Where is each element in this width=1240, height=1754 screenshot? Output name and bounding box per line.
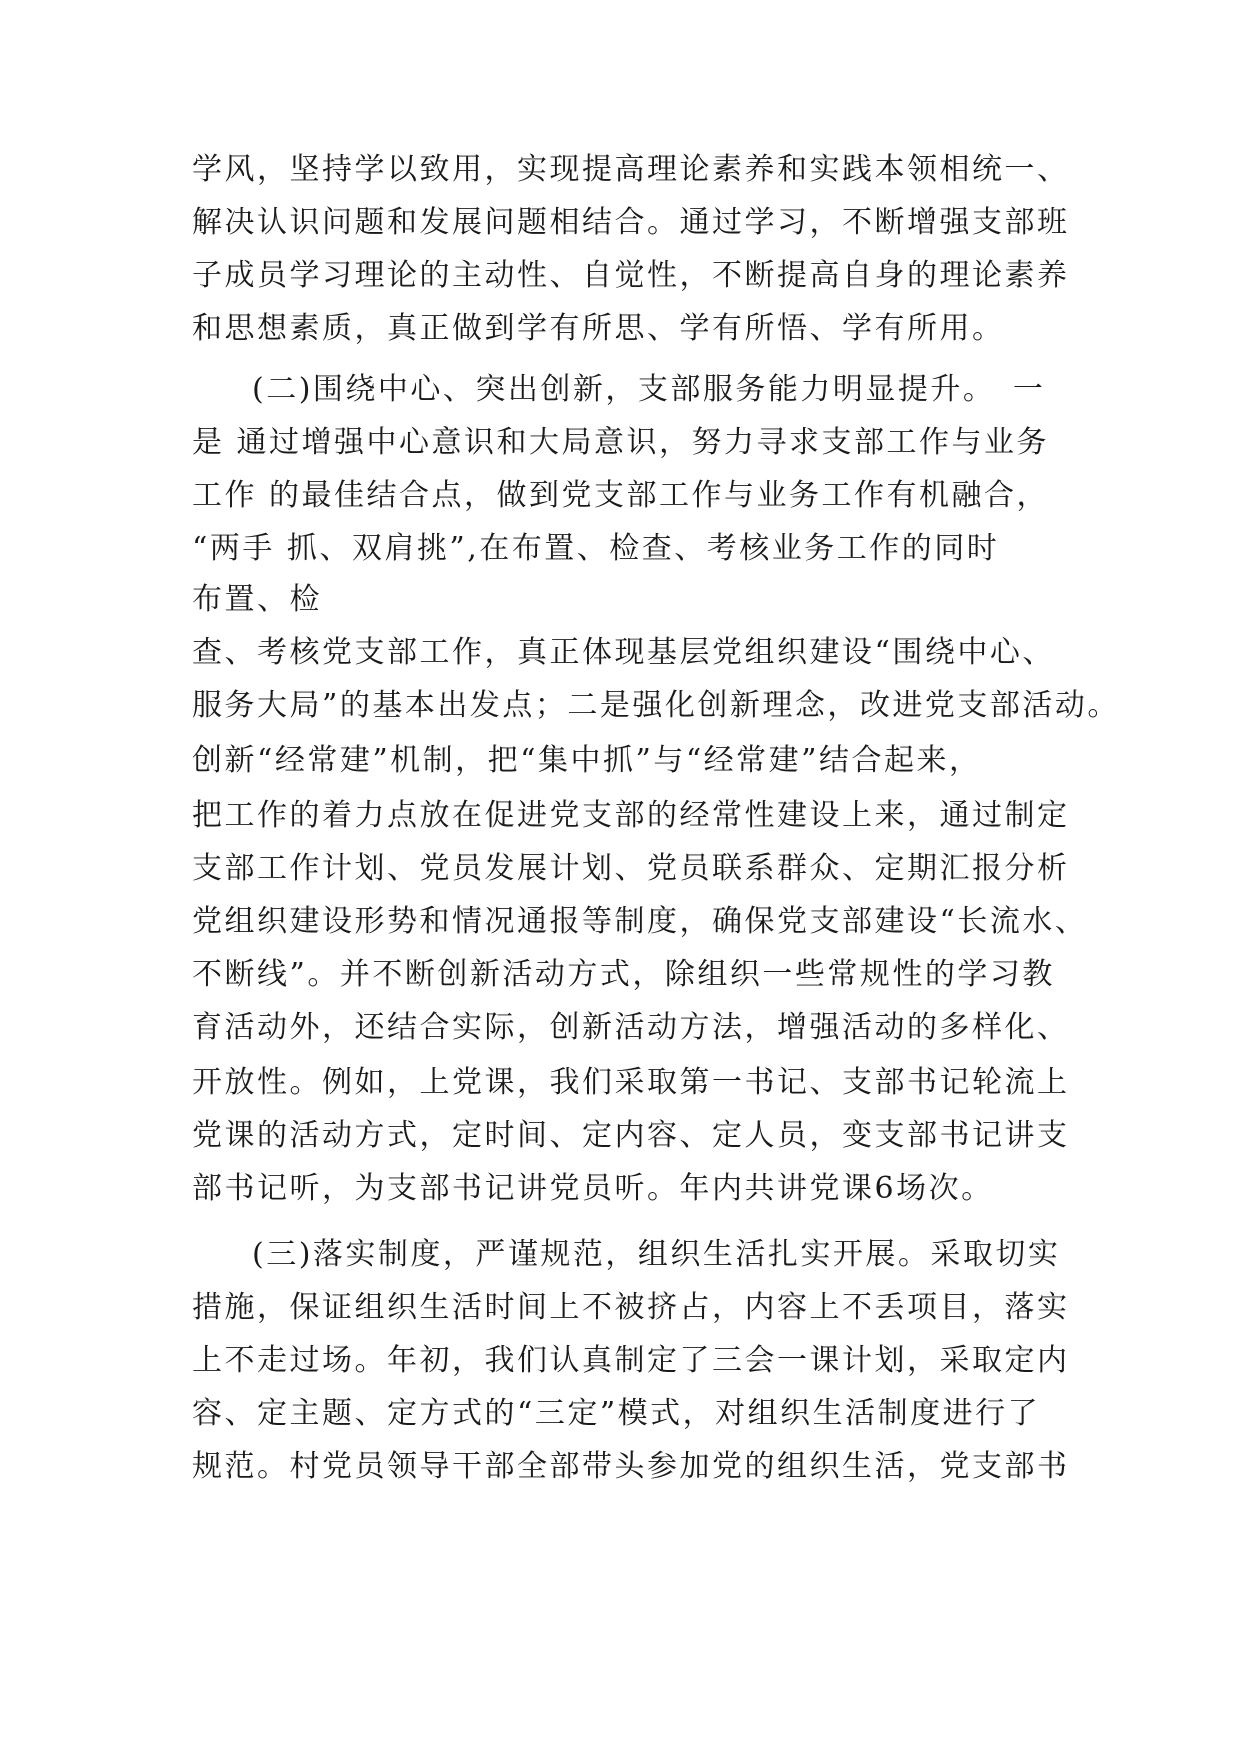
text-line: 和思想素质，真正做到学有所思、学有所悟、学有所用。 bbox=[192, 311, 1005, 346]
text-line: 是 通过增强中心意识和大局意识，努力寻求支部工作与业务 bbox=[192, 425, 1050, 460]
text-line: 工作 的最佳结合点，做到党支部工作与业务工作有机融合， bbox=[192, 478, 1050, 513]
text-line: “两手 抓、双肩挑”,在布置、检查、考核业务工作的同时 bbox=[192, 531, 1000, 566]
text-line: 党课的活动方式，定时间、定内容、定人员，变支部书记讲支 bbox=[192, 1118, 1070, 1153]
text-line: 容、定主题、定方式的“三定”模式，对组织生活制度进行了 bbox=[192, 1396, 1041, 1431]
text-line: 把工作的着力点放在促进党支部的经常性建设上来，通过制定 bbox=[192, 798, 1070, 833]
text-line: 规范。村党员领导干部全部带头参加党的组织生活，党支部书 bbox=[192, 1449, 1070, 1484]
text-line: 解决认识问题和发展问题相结合。通过学习，不断增强支部班 bbox=[192, 205, 1070, 240]
text-line: 部书记听，为支部书记讲党员听。年内共讲党课6场次。 bbox=[192, 1171, 994, 1206]
text-line: 子成员学习理论的主动性、自觉性，不断提高自身的理论素养 bbox=[192, 258, 1070, 293]
text-line: 措施，保证组织生活时间上不被挤占，内容上不丢项目，落实 bbox=[192, 1290, 1070, 1325]
text-line: 上不走过场。年初，我们认真制定了三会一课计划，采取定内 bbox=[192, 1343, 1070, 1378]
text-line: 布置、检 bbox=[192, 582, 322, 617]
text-line: 育活动外，还结合实际，创新活动方法，增强活动的多样化、 bbox=[192, 1010, 1070, 1045]
section-heading-two: (二)围绕中心、突出创新，支部服务能力明显提升。 一 bbox=[252, 372, 1046, 407]
text-line: 党组织建设形势和情况通报等制度，确保党支部建设“长流水、 bbox=[192, 904, 1088, 939]
text-line: 服务大局”的基本出发点；二是强化创新理念，改进党支部活动。 bbox=[192, 688, 1120, 723]
text-line: 支部工作计划、党员发展计划、党员联系群众、定期汇报分析 bbox=[192, 851, 1070, 886]
section-heading-three: (三)落实制度，严谨规范，组织生活扎实开展。采取切实 bbox=[252, 1237, 1061, 1272]
text-line: 不断线”。并不断创新活动方式，除组织一些常规性的学习教 bbox=[192, 957, 1055, 992]
text-line: 开放性。例如，上党课，我们采取第一书记、支部书记轮流上 bbox=[192, 1065, 1070, 1100]
text-line: 查、考核党支部工作，真正体现基层党组织建设“围绕中心、 bbox=[192, 635, 1055, 670]
text-line: 创新“经常建”机制，把“集中抓”与“经常建”结合起来， bbox=[192, 743, 982, 778]
text-line: 学风，坚持学以致用，实现提高理论素养和实践本领相统一、 bbox=[192, 152, 1070, 187]
